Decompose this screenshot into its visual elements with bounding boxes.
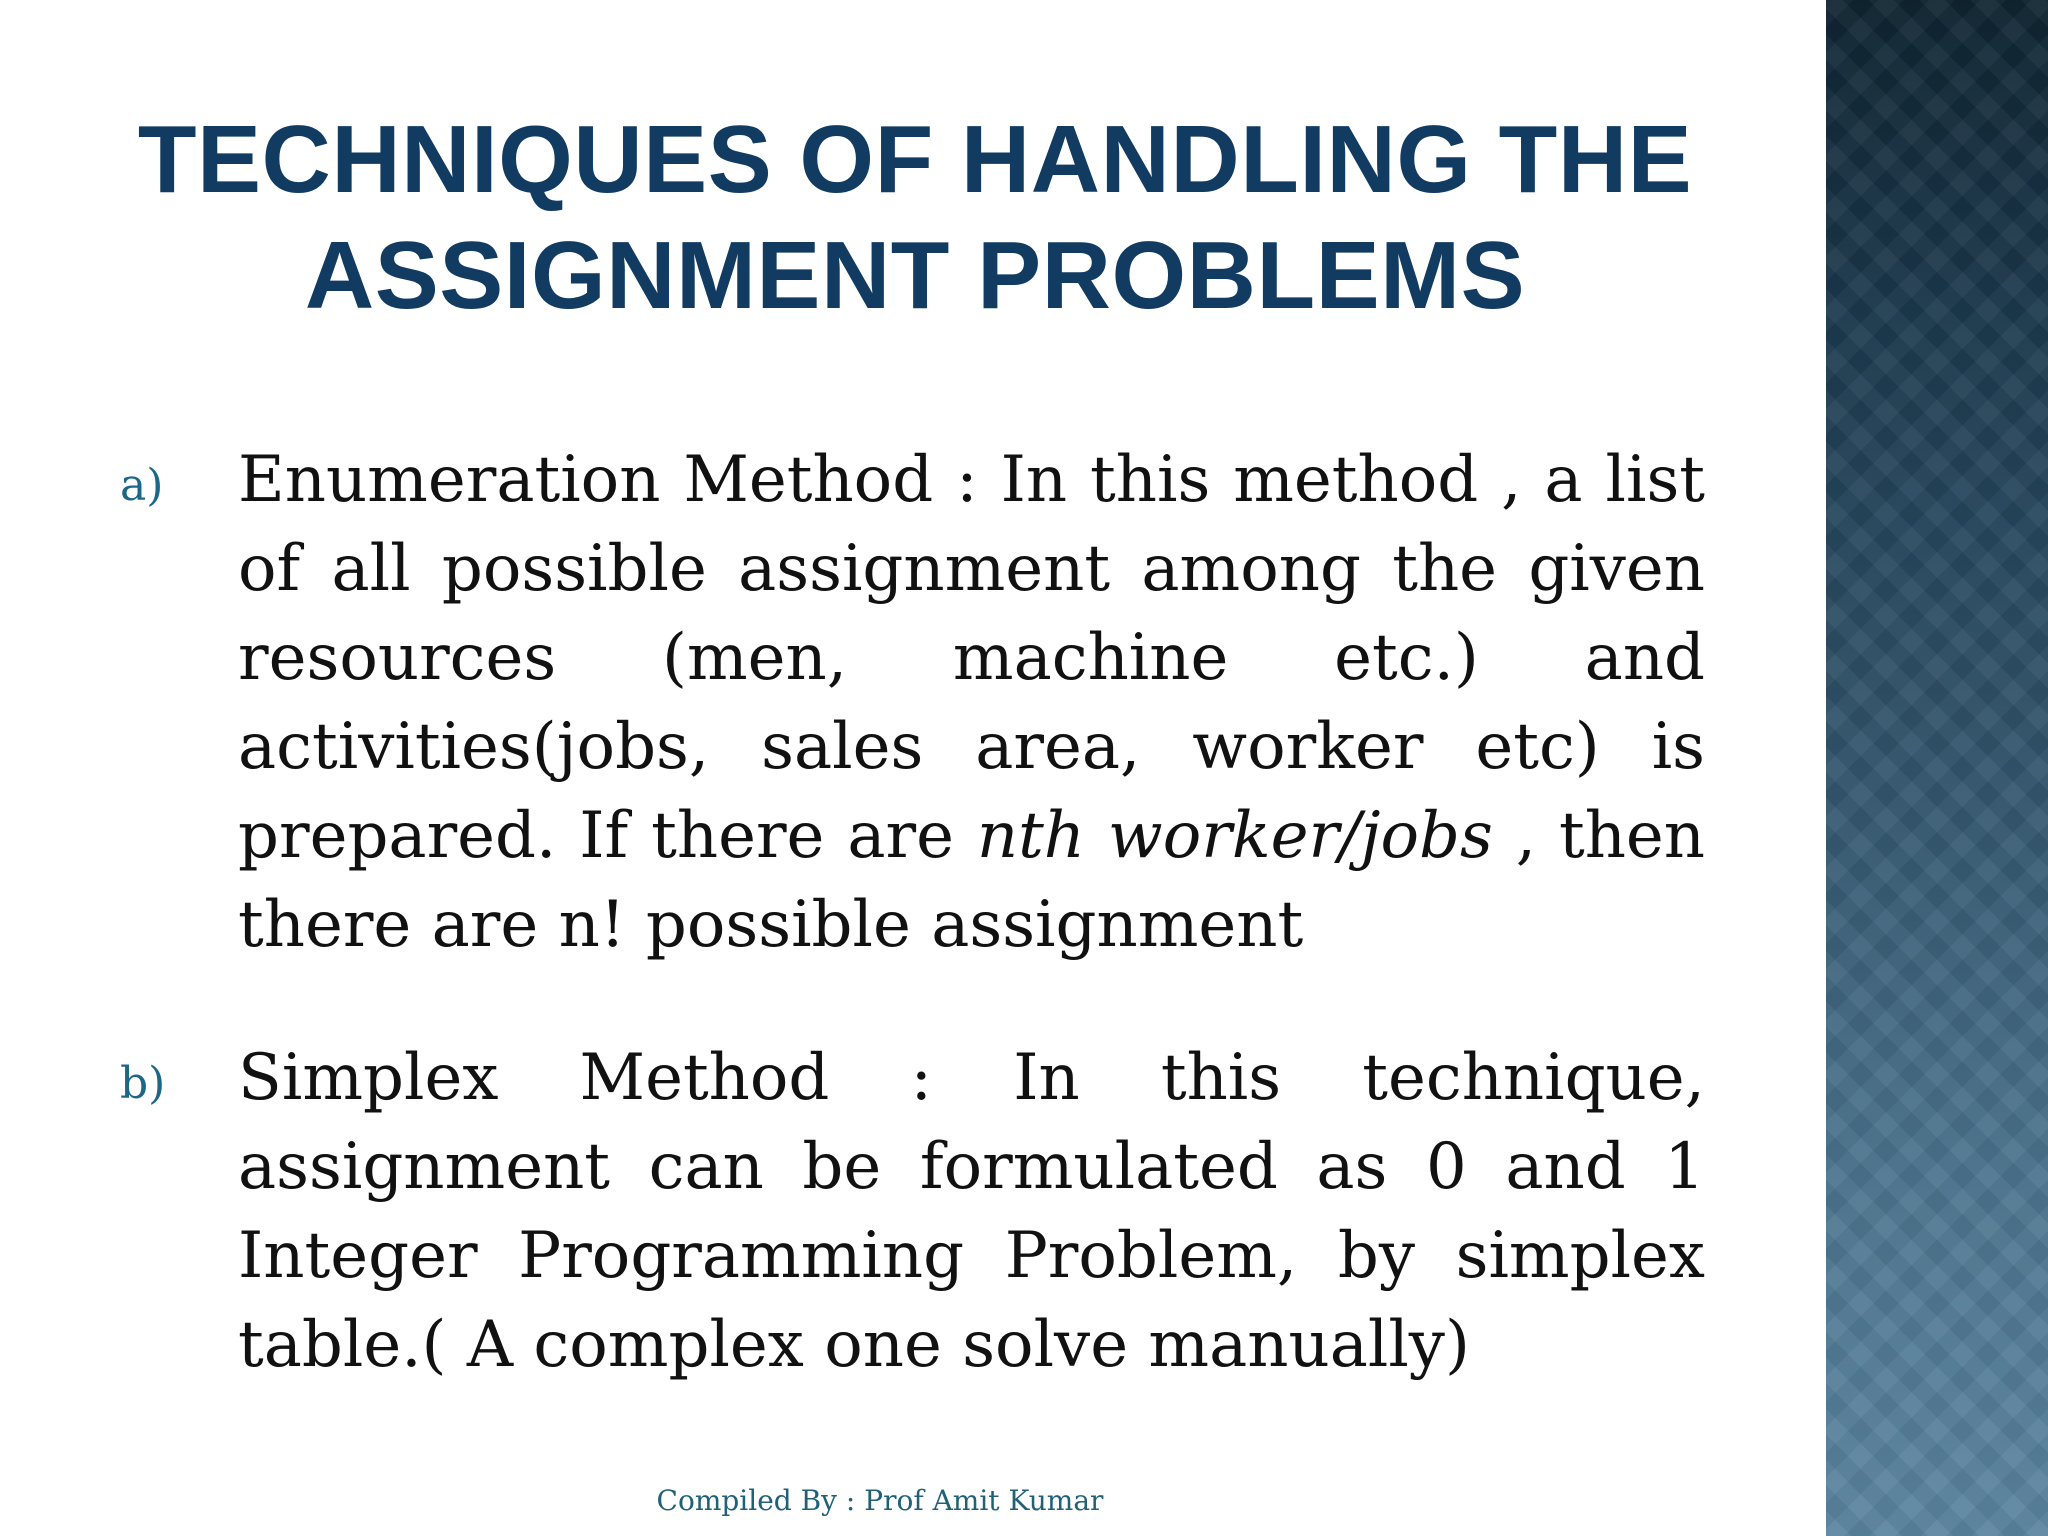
slide-content — [120, 372, 1705, 1454]
simplex-method-text: Simplex Method : In this technique, assignment can be formulated as 0 and 1 Integer Programming Problem, by simplex table.( A complex one solve manually) — [238, 1041, 1705, 1382]
list-item-simplex-method — [120, 1034, 1705, 1390]
slide-title-line-1: TECHNIQUES OF HANDLING THE — [137, 106, 1693, 213]
list-marker-a: a) — [120, 460, 164, 511]
decorative-side-band — [1826, 0, 2048, 1536]
list-item-enumeration-method — [120, 436, 1705, 970]
enumeration-text-after-italic: , then there are n! possible assignment — [238, 799, 1705, 962]
slide-title-line-2: ASSIGNMENT PROBLEMS — [304, 222, 1526, 329]
enumeration-method-text — [238, 436, 1705, 970]
enumeration-italic-text: nth worker/jobs — [976, 799, 1493, 873]
enumeration-text-before-italic: Enumeration Method : In this method , a list of all possible assignment among the given resources (men, machine etc.) and activities(jobs, sales area, worker etc) is prepared. If there are — [238, 443, 1705, 873]
list-marker-b: b) — [120, 1058, 166, 1109]
slide-title — [110, 102, 1720, 334]
slide-footer: Compiled By : Prof Amit Kumar — [656, 1484, 1104, 1517]
